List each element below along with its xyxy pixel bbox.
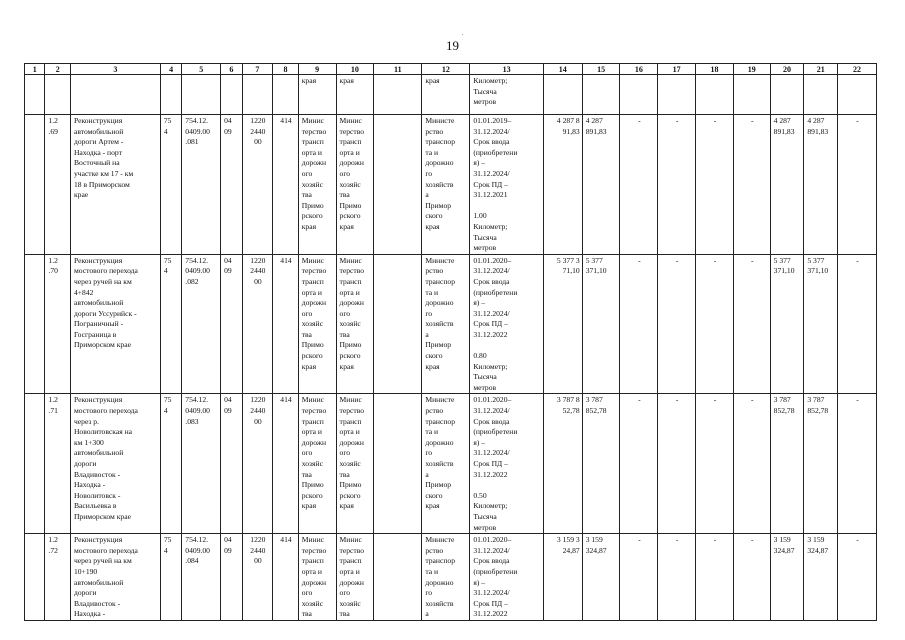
cell-executor: Минис терство трансп орта и дорожн ого хозяйс тва [298, 534, 336, 621]
column-number: 12 [422, 64, 470, 75]
cell-target: 1220 2440 00 [242, 115, 273, 255]
cell-value: - [838, 534, 877, 621]
continuation-row [25, 75, 877, 115]
cell [620, 75, 658, 115]
cell [70, 75, 160, 115]
cell-expense-type: 414 [273, 394, 299, 534]
cell-customer: Минис терство трансп орта и дорожн ого хозяйс тва Примо рского края [336, 394, 374, 534]
cell-code: 75 4 [160, 394, 181, 534]
cell-budget-code: 754.12. 0409.00 .082 [182, 254, 221, 394]
cell-executor: Минис терство трансп орта и дорожн ого хозяйс тва Примо рского края [298, 394, 336, 534]
cell-organization: Министе рство транспор та и дорожно го хозяйств а Примор ского края [422, 115, 470, 255]
table-row [25, 254, 877, 394]
cell-terms: 01.01.2020– 31.12.2024/ Срок ввода (приобретени я) – 31.12.2024/ Срок ПД – 31.12.2022 [470, 534, 544, 621]
cell-total-cost: 5 377 3 71,10 [543, 254, 582, 394]
cell-value: - [658, 534, 696, 621]
cell-amount: 3 159 324,87 [582, 534, 620, 621]
cell-empty [374, 115, 422, 255]
cell-code: 75 4 [160, 254, 181, 394]
cell-customer: Минис терство трансп орта и дорожн ого хозяйс тва Примо рского края [336, 115, 374, 255]
cell [25, 534, 45, 621]
page-mark: . [462, 31, 464, 37]
cell [25, 75, 45, 115]
cell-expense-type: 414 [273, 254, 299, 394]
cell-value: - [733, 115, 770, 255]
cell-value: - [838, 254, 877, 394]
cell-object-name: Реконструкция мостового перехода через р. Новолитовская на км 1+300 автомобильной дороги Владивосток - Находка - Новолитовск - Васильевка в Приморском крае [70, 394, 160, 534]
cell-value: 3 787 852,78 [770, 394, 804, 534]
cell-terms: Километр; Тысяча метров [470, 75, 544, 115]
cell-value: - [658, 254, 696, 394]
cell-number: 1.2 .71 [45, 394, 71, 534]
cell-customer: Минис терство трансп орта и дорожн ого хозяйс тва Примо рского края [336, 254, 374, 394]
column-number: 7 [242, 64, 273, 75]
cell-empty [374, 534, 422, 621]
cell-section: 04 09 [221, 394, 242, 534]
cell-total-cost: 4 287 8 91,83 [543, 115, 582, 255]
column-number: 2 [45, 64, 71, 75]
cell-target: 1220 2440 00 [242, 394, 273, 534]
cell [242, 75, 273, 115]
cell-value: - [733, 254, 770, 394]
cell [25, 115, 45, 255]
cell-value: 4 287 891,83 [804, 115, 838, 255]
cell-object-name: Реконструкция мостового перехода через ручей на км 10+190 автомобильной дороги Владивосток - Находка - [70, 534, 160, 621]
cell-executor: Минис терство трансп орта и дорожн ого хозяйс тва Примо рского края [298, 115, 336, 255]
cell [182, 75, 221, 115]
cell-customer: края [336, 75, 374, 115]
cell-section: 04 09 [221, 254, 242, 394]
cell-executor: края [298, 75, 336, 115]
cell-code: 75 4 [160, 534, 181, 621]
cell-value: - [733, 394, 770, 534]
cell-amount: 4 287 891,83 [582, 115, 620, 255]
column-number: 21 [804, 64, 838, 75]
column-number: 16 [620, 64, 658, 75]
cell [658, 75, 696, 115]
column-number: 4 [160, 64, 181, 75]
cell-executor: Минис терство трансп орта и дорожн ого хозяйс тва Примо рского края [298, 254, 336, 394]
page-number: 19 [446, 38, 459, 53]
column-number: 5 [182, 64, 221, 75]
cell-value: - [620, 394, 658, 534]
cell [770, 75, 804, 115]
cell-terms: 01.01.2020– 31.12.2024/ Срок ввода (приобретени я) – 31.12.2024/ Срок ПД – 31.12.2022 0.80 Километр; Тысяча метров [470, 254, 544, 394]
cell-organization: края [422, 75, 470, 115]
register-table [24, 63, 877, 621]
cell-total-cost: 3 159 3 24,87 [543, 534, 582, 621]
column-number: 6 [221, 64, 242, 75]
column-numbers-row [25, 64, 877, 75]
cell-value: 3 159 324,87 [804, 534, 838, 621]
cell [543, 75, 582, 115]
cell-budget-code: 754.12. 0409.00 .083 [182, 394, 221, 534]
cell-value: 4 287 891,83 [770, 115, 804, 255]
cell-budget-code: 754.12. 0409.00 .081 [182, 115, 221, 255]
cell-value: 5 377 371,10 [804, 254, 838, 394]
cell [374, 75, 422, 115]
cell-terms: 01.01.2020– 31.12.2024/ Срок ввода (приобретени я) – 31.12.2024/ Срок ПД – 31.12.2022 0.50 Километр; Тысяча метров [470, 394, 544, 534]
column-number: 19 [733, 64, 770, 75]
cell-target: 1220 2440 00 [242, 254, 273, 394]
cell-value: - [696, 394, 734, 534]
cell-organization: Министе рство транспор та и дорожно го хозяйств а Примор ского края [422, 254, 470, 394]
cell [804, 75, 838, 115]
cell-value: - [838, 394, 877, 534]
cell-total-cost: 3 787 8 52,78 [543, 394, 582, 534]
column-number: 10 [336, 64, 374, 75]
cell-value: - [620, 534, 658, 621]
cell-value: - [696, 254, 734, 394]
cell-section: 04 09 [221, 534, 242, 621]
cell-expense-type: 414 [273, 534, 299, 621]
cell-number: 1.2 .69 [45, 115, 71, 255]
cell [838, 75, 877, 115]
cell [221, 75, 242, 115]
column-number: 1 [25, 64, 45, 75]
cell [582, 75, 620, 115]
cell-expense-type: 414 [273, 115, 299, 255]
cell-organization: Министе рство транспор та и дорожно го хозяйств а [422, 534, 470, 621]
cell-empty [374, 394, 422, 534]
cell-target: 1220 2440 00 [242, 534, 273, 621]
cell-customer: Минис терство трансп орта и дорожн ого хозяйс тва [336, 534, 374, 621]
cell-number: 1.2 .70 [45, 254, 71, 394]
cell-budget-code: 754.12. 0409.00 .084 [182, 534, 221, 621]
table-row [25, 115, 877, 255]
cell-value: - [696, 534, 734, 621]
cell-value: 3 159 324,87 [770, 534, 804, 621]
cell-value: 5 377 371,10 [770, 254, 804, 394]
cell [273, 75, 299, 115]
table-row [25, 534, 877, 621]
cell-code: 75 4 [160, 115, 181, 255]
cell-value: - [658, 394, 696, 534]
column-number: 15 [582, 64, 620, 75]
cell [733, 75, 770, 115]
cell-value: - [838, 115, 877, 255]
cell-value: - [658, 115, 696, 255]
column-number: 14 [543, 64, 582, 75]
cell [160, 75, 181, 115]
cell [25, 394, 45, 534]
cell-object-name: Реконструкция автомобильной дороги Артем - Находка - порт Восточный на участке км 17 - км 18 в Приморском крае [70, 115, 160, 255]
cell-object-name: Реконструкция мостового перехода через ручей на км 4+842 автомобильной дороги Уссурийск - Пограничный - Госграница в Приморском крае [70, 254, 160, 394]
column-number: 22 [838, 64, 877, 75]
cell [696, 75, 734, 115]
cell-amount: 3 787 852,78 [582, 394, 620, 534]
cell-value: - [620, 254, 658, 394]
cell-organization: Министе рство транспор та и дорожно го хозяйств а Примор ского края [422, 394, 470, 534]
column-number: 20 [770, 64, 804, 75]
cell-terms: 01.01.2019– 31.12.2024/ Срок ввода (приобретени я) – 31.12.2024/ Срок ПД – 31.12.2021 1.00 Километр; Тысяча метров [470, 115, 544, 255]
cell-value: - [733, 534, 770, 621]
column-number: 3 [70, 64, 160, 75]
cell-value: 3 787 852,78 [804, 394, 838, 534]
cell-empty [374, 254, 422, 394]
column-number: 9 [298, 64, 336, 75]
cell-amount: 5 377 371,10 [582, 254, 620, 394]
cell-value: - [696, 115, 734, 255]
cell [25, 254, 45, 394]
column-number: 11 [374, 64, 422, 75]
table-row [25, 394, 877, 534]
cell-value: - [620, 115, 658, 255]
column-number: 18 [696, 64, 734, 75]
column-number: 8 [273, 64, 299, 75]
cell-section: 04 09 [221, 115, 242, 255]
cell [45, 75, 71, 115]
column-number: 17 [658, 64, 696, 75]
column-number: 13 [470, 64, 544, 75]
cell-number: 1.2 .72 [45, 534, 71, 621]
